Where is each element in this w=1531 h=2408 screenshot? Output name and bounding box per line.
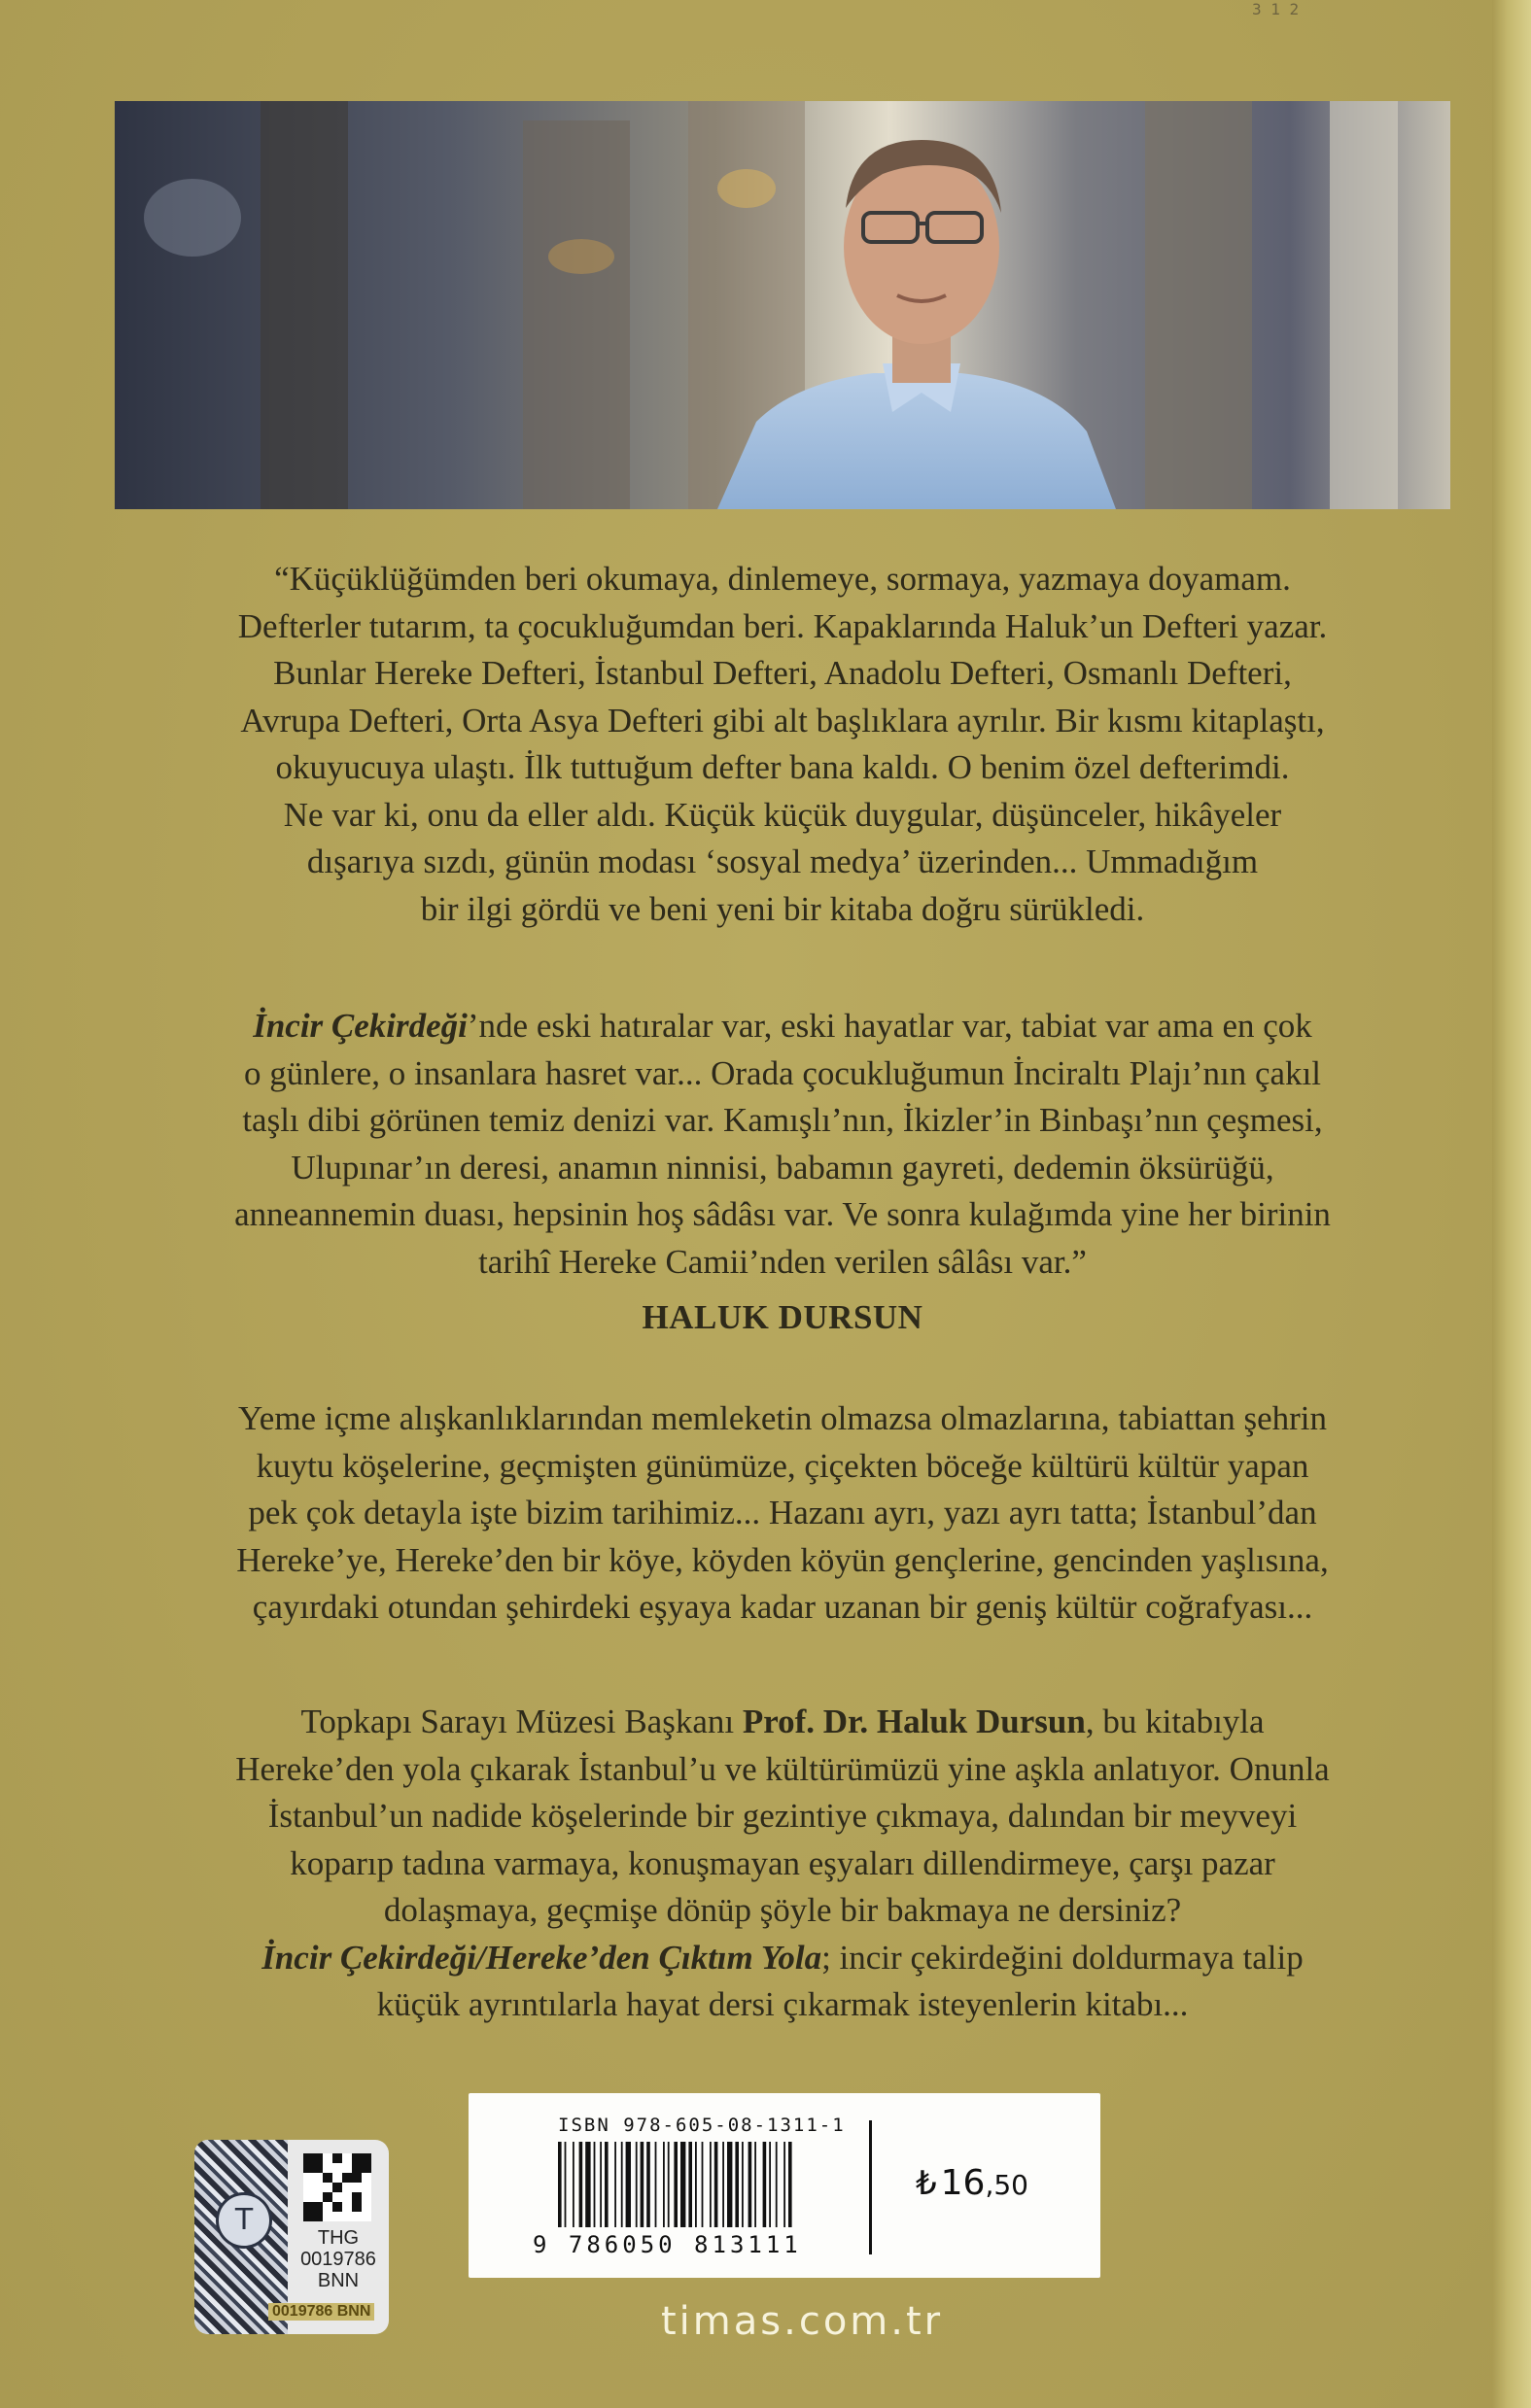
para2-first-line (115, 1003, 1450, 1050)
barcode-bar (605, 2142, 609, 2227)
para2-line: Ulupınar’ın deresi, anamın ninnisi, babamın gayreti, dedemin öksürüğü, (291, 1148, 1274, 1187)
barcode-bar (680, 2142, 685, 2227)
para4-first-line (115, 1699, 1450, 1746)
para4-final-line: küçük ayrıntılarla hayat dersi çıkarmak isteyenlerin kitabı... (376, 1985, 1189, 2023)
barcode-bar (722, 2142, 724, 2227)
quote-paragraph-2 (115, 1003, 1450, 1286)
barcode-icon (558, 2142, 850, 2227)
qr-code-icon (303, 2153, 371, 2221)
para3-line: pek çok detayla işte bizim tarihimiz... Hazanı ayrı, yazı ayrı tatta; İstanbul’dan (248, 1494, 1317, 1531)
quote-line: Defterler tutarım, ta çocukluğumdan beri. Kapaklarında Haluk’un Defteri yazar. (237, 606, 1328, 645)
quote-line: bir ilgi gördü ve beni yeni bir kitaba doğru sürükledi. (420, 889, 1145, 928)
barcode-bar (763, 2142, 767, 2227)
barcode-bar (655, 2142, 657, 2227)
author-photo (115, 101, 1450, 509)
barcode-bar (668, 2142, 670, 2227)
barcode-bar (742, 2142, 744, 2227)
para4-line: Hereke’den yola çıkarak İstanbul’u ve kültürümüzü yine aşkla anlatıyor. Onunla (235, 1749, 1330, 1788)
barcode-bar (769, 2142, 771, 2227)
sticker-bottom-code: 0019786 BNN (268, 2303, 374, 2321)
quote-line: Ne var ki, onu da eller aldı. Küçük küçük duygular, düşünceler, hikâyeler (283, 795, 1282, 834)
para3-line: Yeme içme alışkanlıklarından memleketin olmazsa olmazlarına, tabiattan şehrin (238, 1399, 1327, 1437)
barcode-divider (869, 2120, 872, 2254)
barcode-bar (702, 2142, 704, 2227)
barcode-bar (783, 2142, 785, 2227)
hologram-logo-icon: T (216, 2192, 272, 2249)
barcode-bar (674, 2142, 678, 2227)
para3-line: çayırdaki otundan şehirdeki eşyaya kadar uzanan bir geniş kültür coğrafyası... (252, 1588, 1313, 1626)
barcode-bar (565, 2142, 567, 2227)
barcode-bar (727, 2142, 732, 2227)
barcode-bar (558, 2142, 562, 2227)
printer-marks: 3 1 2 (1252, 0, 1300, 18)
barcode-bar (579, 2142, 583, 2227)
sticker-code (292, 2227, 385, 2291)
barcode-bar (754, 2142, 756, 2227)
para4-first-line-post: , bu kitabıyla (1085, 1703, 1265, 1740)
barcode-bar (748, 2142, 752, 2227)
full-book-title-italic: İncir Çekirdeği/Hereke’den Çıktım Yola (261, 1938, 822, 1977)
para4-line: koparıp tadına varmaya, konuşmayan eşyaları dillendirmeye, çarşı pazar (290, 1843, 1275, 1882)
barcode-bar (663, 2142, 665, 2227)
sticker-line-1: THG (317, 2227, 360, 2249)
quote-line: dışarıya sızdı, günün modası ‘sosyal medya’ üzerinden... Ummadığım (306, 843, 1259, 880)
barcode-bar (776, 2142, 778, 2227)
barcode-bar (714, 2142, 718, 2227)
description-paragraph-2 (115, 1699, 1450, 2029)
publisher-website: timas.com.tr (661, 2299, 944, 2344)
sticker-line-3: BNN (317, 2270, 360, 2291)
barcode-bar (735, 2142, 739, 2227)
para2-line: tarihî Hereke Camii’nden verilen sâlâsı var.” (478, 1242, 1087, 1281)
para4-first-line-pre: Topkapı Sarayı Müzesi Başkanı (300, 1703, 743, 1740)
author-quote (115, 556, 1450, 933)
quote-line: “Küçüklüğümden beri okumaya, dinlemeye, sormaya, yazmaya doyamam. (274, 560, 1291, 598)
para2-line: o günlere, o insanlara hasret var... Orada çocukluğumun İnciraltı Plajı’nın çakıl (244, 1053, 1321, 1092)
barcode-bar (695, 2142, 697, 2227)
barcode-bar (621, 2142, 623, 2227)
price-main: 16 (940, 2163, 986, 2203)
para3-line: Hereke’ye, Hereke’den bir köye, köyden köyün gençlerine, gencinden yaşlısına, (236, 1540, 1329, 1579)
currency-symbol: ₺ (916, 2164, 937, 2203)
para2-line: anneannemin duası, hepsinin hoş sâdâsı var. Ve sonra kulağımda yine her birinin (234, 1195, 1331, 1233)
price-cents: ,50 (985, 2169, 1028, 2201)
book-title-italic: İncir Çekirdeği (253, 1007, 468, 1045)
author-photo-illustration (115, 101, 1450, 509)
barcode-bar (600, 2142, 602, 2227)
barcode-bar (585, 2142, 590, 2227)
para2-line: taşlı dibi görünen temiz denizi var. Kamışlı’nın, İkizler’in Binbaşı’nın çeşmesi, (242, 1101, 1323, 1139)
security-sticker (194, 2140, 389, 2334)
quote-line: okuyucuya ulaştı. İlk tuttuğum defter bana kaldı. O benim özel defterimdi. (275, 748, 1290, 786)
barcode-label (469, 2093, 1100, 2278)
quote-line: Avrupa Defteri, Orta Asya Defteri gibi alt başlıklara ayrılır. Bir kısmı kitaplaştı, (240, 701, 1325, 740)
barcode-bar (594, 2142, 596, 2227)
author-name: HALUK DURSUN (642, 1298, 923, 1336)
price (916, 2163, 1028, 2203)
author-title-bold: Prof. Dr. Haluk Dursun (742, 1703, 1086, 1740)
barcode-bar (646, 2142, 650, 2227)
ean-digits: 9 786050 813111 (533, 2231, 802, 2258)
barcode-bar (641, 2142, 644, 2227)
description-paragraph-1 (115, 1395, 1450, 1632)
para4-title-line (115, 1935, 1450, 1982)
para4-title-line-rest: ; incir çekirdeğini doldurmaya talip (821, 1938, 1304, 1977)
barcode-bar (688, 2142, 692, 2227)
para2-first-line-rest: ’nde eski hatıralar var, eski hayatlar var, tabiat var ama en çok (467, 1007, 1312, 1045)
barcode-bar (636, 2142, 638, 2227)
barcode-bar (614, 2142, 616, 2227)
cover-spine-edge (1492, 0, 1531, 2408)
barcode-bar (788, 2142, 792, 2227)
quote-line: Bunlar Hereke Defteri, İstanbul Defteri, Anadolu Defteri, Osmanlı Defteri, (273, 654, 1292, 692)
para3-line: kuytu köşelerine, geçmişten günümüze, çiçekten böceğe kültürü kültür yapan (256, 1446, 1309, 1485)
barcode-bar (710, 2142, 712, 2227)
sticker-line-2: 0019786 (300, 2249, 376, 2270)
barcode-bar (573, 2142, 574, 2227)
para4-line: dolaşmaya, geçmişe dönüp şöyle bir bakmaya ne dersiniz? (383, 1891, 1182, 1929)
barcode-bar (626, 2142, 631, 2227)
isbn-number: ISBN 978-605-08-1311-1 (558, 2115, 846, 2136)
para4-line: İstanbul’un nadide köşelerinde bir gezintiye çıkmaya, dalından bir meyveyi (267, 1797, 1298, 1835)
